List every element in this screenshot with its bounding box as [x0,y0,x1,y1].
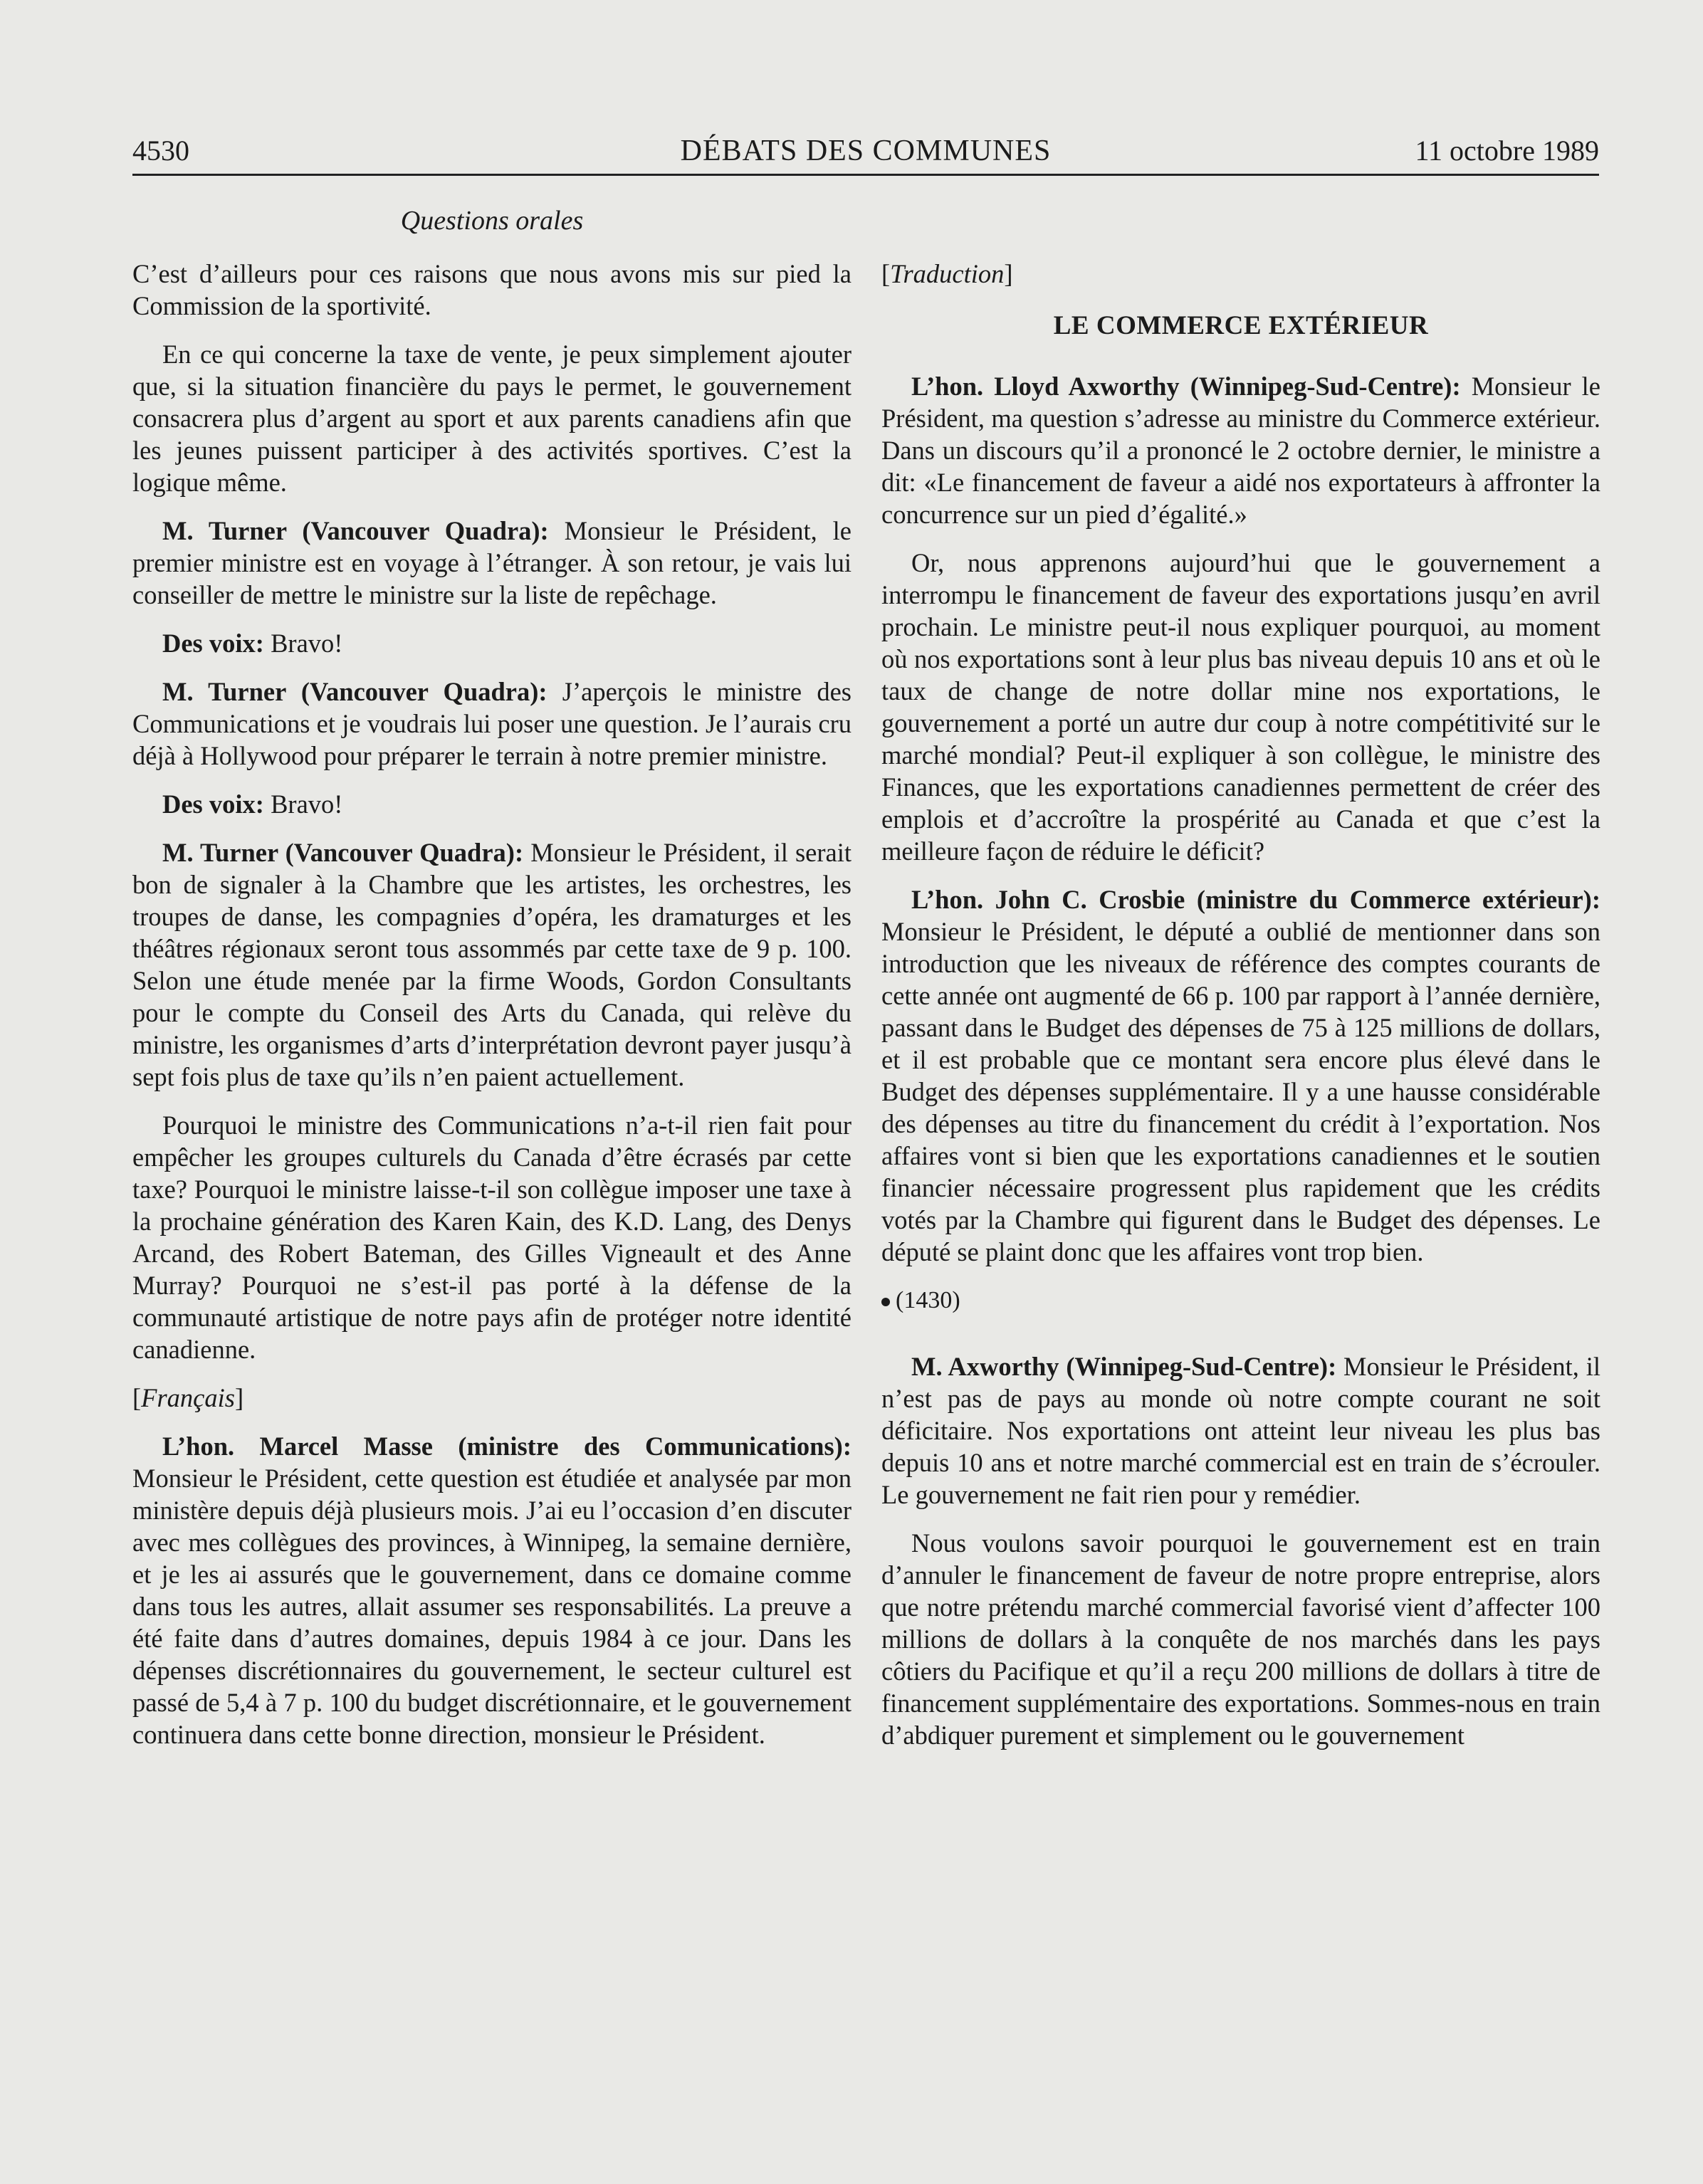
speaker-name: Des voix: [162,629,264,658]
speech-text: Monsieur le Président, le député a oublié de mentionner dans son introduction que les niveaux de référence des comptes courants de cette année ont augmenté de 66 p. 100 par rapport à l’année dernière, passant dans le Budget des dépenses de 75 à 125 millions de dollars, et il est probable que ce montant sera encore plus élevé dans le Budget des dépenses supplémentaire. Il y a une hausse considérable des dépenses au titre du financement du crédit à l’exportation. Nos affaires vont si bien que les exportations canadiennes et le soutien financier nécessaire progressent plus rapidement que les crédits votés par la Chambre qui figurent dans le Budget des dépenses. Le député se plaint donc que les affaires vont trop bien. [881,917,1600,1266]
paragraph: C’est d’ailleurs pour ces raisons que nous avons mis sur pied la Commission de la sportivité. [132,259,852,320]
speech-text: Monsieur le Président, ma question s’adresse au ministre du Commerce extérieur. Dans un discours qu’il a prononcé le 2 octobre dernier, le ministre a dit: «Le financement de faveur a aidé nos exportateurs à affronter la concurrence sur un pied d’égalité.» [881,372,1601,529]
speaker-name: M. Axworthy (Winnipeg-Sud-Centre): [911,1352,1337,1381]
paragraph: En ce qui concerne la taxe de vente, je peux simplement ajouter que, si la situation financière du pays le permet, le gouvernement consacrera plus d’argent au sport et aux parents canadiens afin que les jeunes puissent participer à des activités sportives. C’est la logique même. [132,340,852,497]
speech-text: Bravo! [263,629,343,658]
paragraph: Nous voulons savoir pourquoi le gouvernement est en train d’annuler le financement de faveur de notre propre entreprise, alors que notre prétendu marché commercial favorisé vient d’affecter 100 millions de dollars à la conquête de nos marchés dans les pays côtiers du Pacifique et qu’il a reçu 200 millions de dollars à titre de financement supplémentaire des exportations. Sommes-nous en train d’abdiquer purement et simplement ou le gouvernement [881,1528,1600,1750]
speaker-name: M. Turner (Vancouver Quadra): [162,677,547,706]
speech [132,627,852,659]
speaker-name: M. Turner (Vancouver Quadra): [162,516,549,545]
speech-text: J’aperçois le ministre des Communications et je voudrais lui poser une question. Je l’aurais cru déjà à Hollywood pour préparer le terrain à notre premier ministre. [132,677,852,770]
page-header [132,134,1599,176]
speech-text: Monsieur le Président, il n’est pas de pays au monde où notre compte courant ne soit déficitaire. Nos exportations ont atteint leur niveau les plus bas depuis 10 ans et notre marché commercial est en train de s’écrouler. Le gouvernement ne fait rien pour y remédier. [881,1352,1600,1509]
time-stamp-text: (1430) [896,1287,960,1313]
language-tag-text: Français [141,1383,235,1412]
speech-text: Monsieur le Président, il serait bon de signaler à la Chambre que les artistes, les orchestres, les troupes de danse, les compagnies d’opéra, les dramaturges et les théâtres régionaux seront tous assommés par cette taxe de 9 p. 100. Selon une étude menée par la firme Woods, Gordon Consultants pour le compte du Conseil des Arts du Canada, qui relève du ministre, les organismes d’arts d’interprétation devront payer jusqu’à sept fois plus de taxe qu’ils n’en paient actuellement. [132,838,852,1091]
speech [881,1350,1600,1511]
speech [132,836,852,1093]
page-number: 4530 [132,135,189,167]
speech [132,515,852,611]
speech-text: Monsieur le Président, le premier ministre est en voyage à l’étranger. À son retour, je vais lui conseiller de mettre le ministre sur la liste de repêchage. [132,516,852,609]
speaker-name: L’hon. John C. Crosbie (ministre du Commerce extérieur): [911,885,1600,914]
bullet-icon [881,1298,890,1306]
left-column [132,258,852,1767]
time-stamp [881,1284,1600,1316]
paragraph: Or, nous apprenons aujourd’hui que le gouvernement a interrompu le financement de faveur des exportations jusqu’en avril prochain. Le ministre peut-il nous expliquer pourquoi, au moment où nos exportations sont à leur plus bas niveau depuis 10 ans et où le taux de change de notre dollar mine nos exportations, le gouvernement a porté un autre dur coup à notre compétitivité sur le marché mondial? Peut-il expliquer à son collègue, le ministre des Finances, que les exportations canadiennes permettent de créer des emplois et d’accroître la prospérité au Canada et que c’est la meilleure façon de réduire le déficit? [881,548,1600,866]
speech [132,788,852,820]
speech-text: Bravo! [263,789,343,819]
speaker-name: L’hon. Lloyd Axworthy (Winnipeg-Sud-Centre): [911,372,1461,401]
speaker-name: Des voix: [162,789,264,819]
paragraph: Pourquoi le ministre des Communications n’a-t-il rien fait pour empêcher les groupes culturels du Canada d’être écrasés par cette taxe? Pourquoi le ministre laisse-t-il son collègue imposer une taxe à la prochaine génération des Karen Kain, des K.D. Lang, des Denys Arcand, des Robert Bateman, des Gilles Vigneault et des Anne Murray? Pourquoi ne s’est-il pas porté à la défense de la communauté artistique de notre pays afin de protéger notre identité canadienne. [132,1111,852,1364]
right-column [881,258,1600,1768]
speech [132,676,852,772]
speech [132,1430,852,1750]
speech [881,883,1600,1268]
speech [881,370,1600,530]
section-title: LE COMMERCE EXTÉRIEUR [1053,311,1429,340]
language-tag-text: Traduction [890,259,1005,288]
running-head: Questions orales [400,206,584,236]
speech-text: Monsieur le Président, cette question est étudiée et analysée par mon ministère depuis déjà plusieurs mois. J’ai eu l’occasion d’en discuter avec mes collègues des provinces, à Winnipeg, la semaine dernière, et je les ai assurés que le gouvernement, dans ce domaine comme dans tous les autres, allait assumer ses responsabilités. La preuve a été faite dans d’autres domaines, depuis 1984 à ce jour. Dans les dépenses discrétionnaires du gouvernement, le secteur culturel est passé de 5,4 à 7 p. 100 du budget discrétionnaire, et le gouvernement continuera dans cette bonne direction, monsieur le Président. [132,1464,852,1749]
page-date: 11 octobre 1989 [1415,135,1599,167]
page-title: DÉBATS DES COMMUNES [680,135,1052,167]
speaker-name: L’hon. Marcel Masse (ministre des Communications): [162,1432,852,1461]
speaker-name: M. Turner (Vancouver Quadra): [162,838,524,867]
language-tag: [Traduction] [881,259,1013,288]
language-tag: [Français] [132,1383,244,1412]
